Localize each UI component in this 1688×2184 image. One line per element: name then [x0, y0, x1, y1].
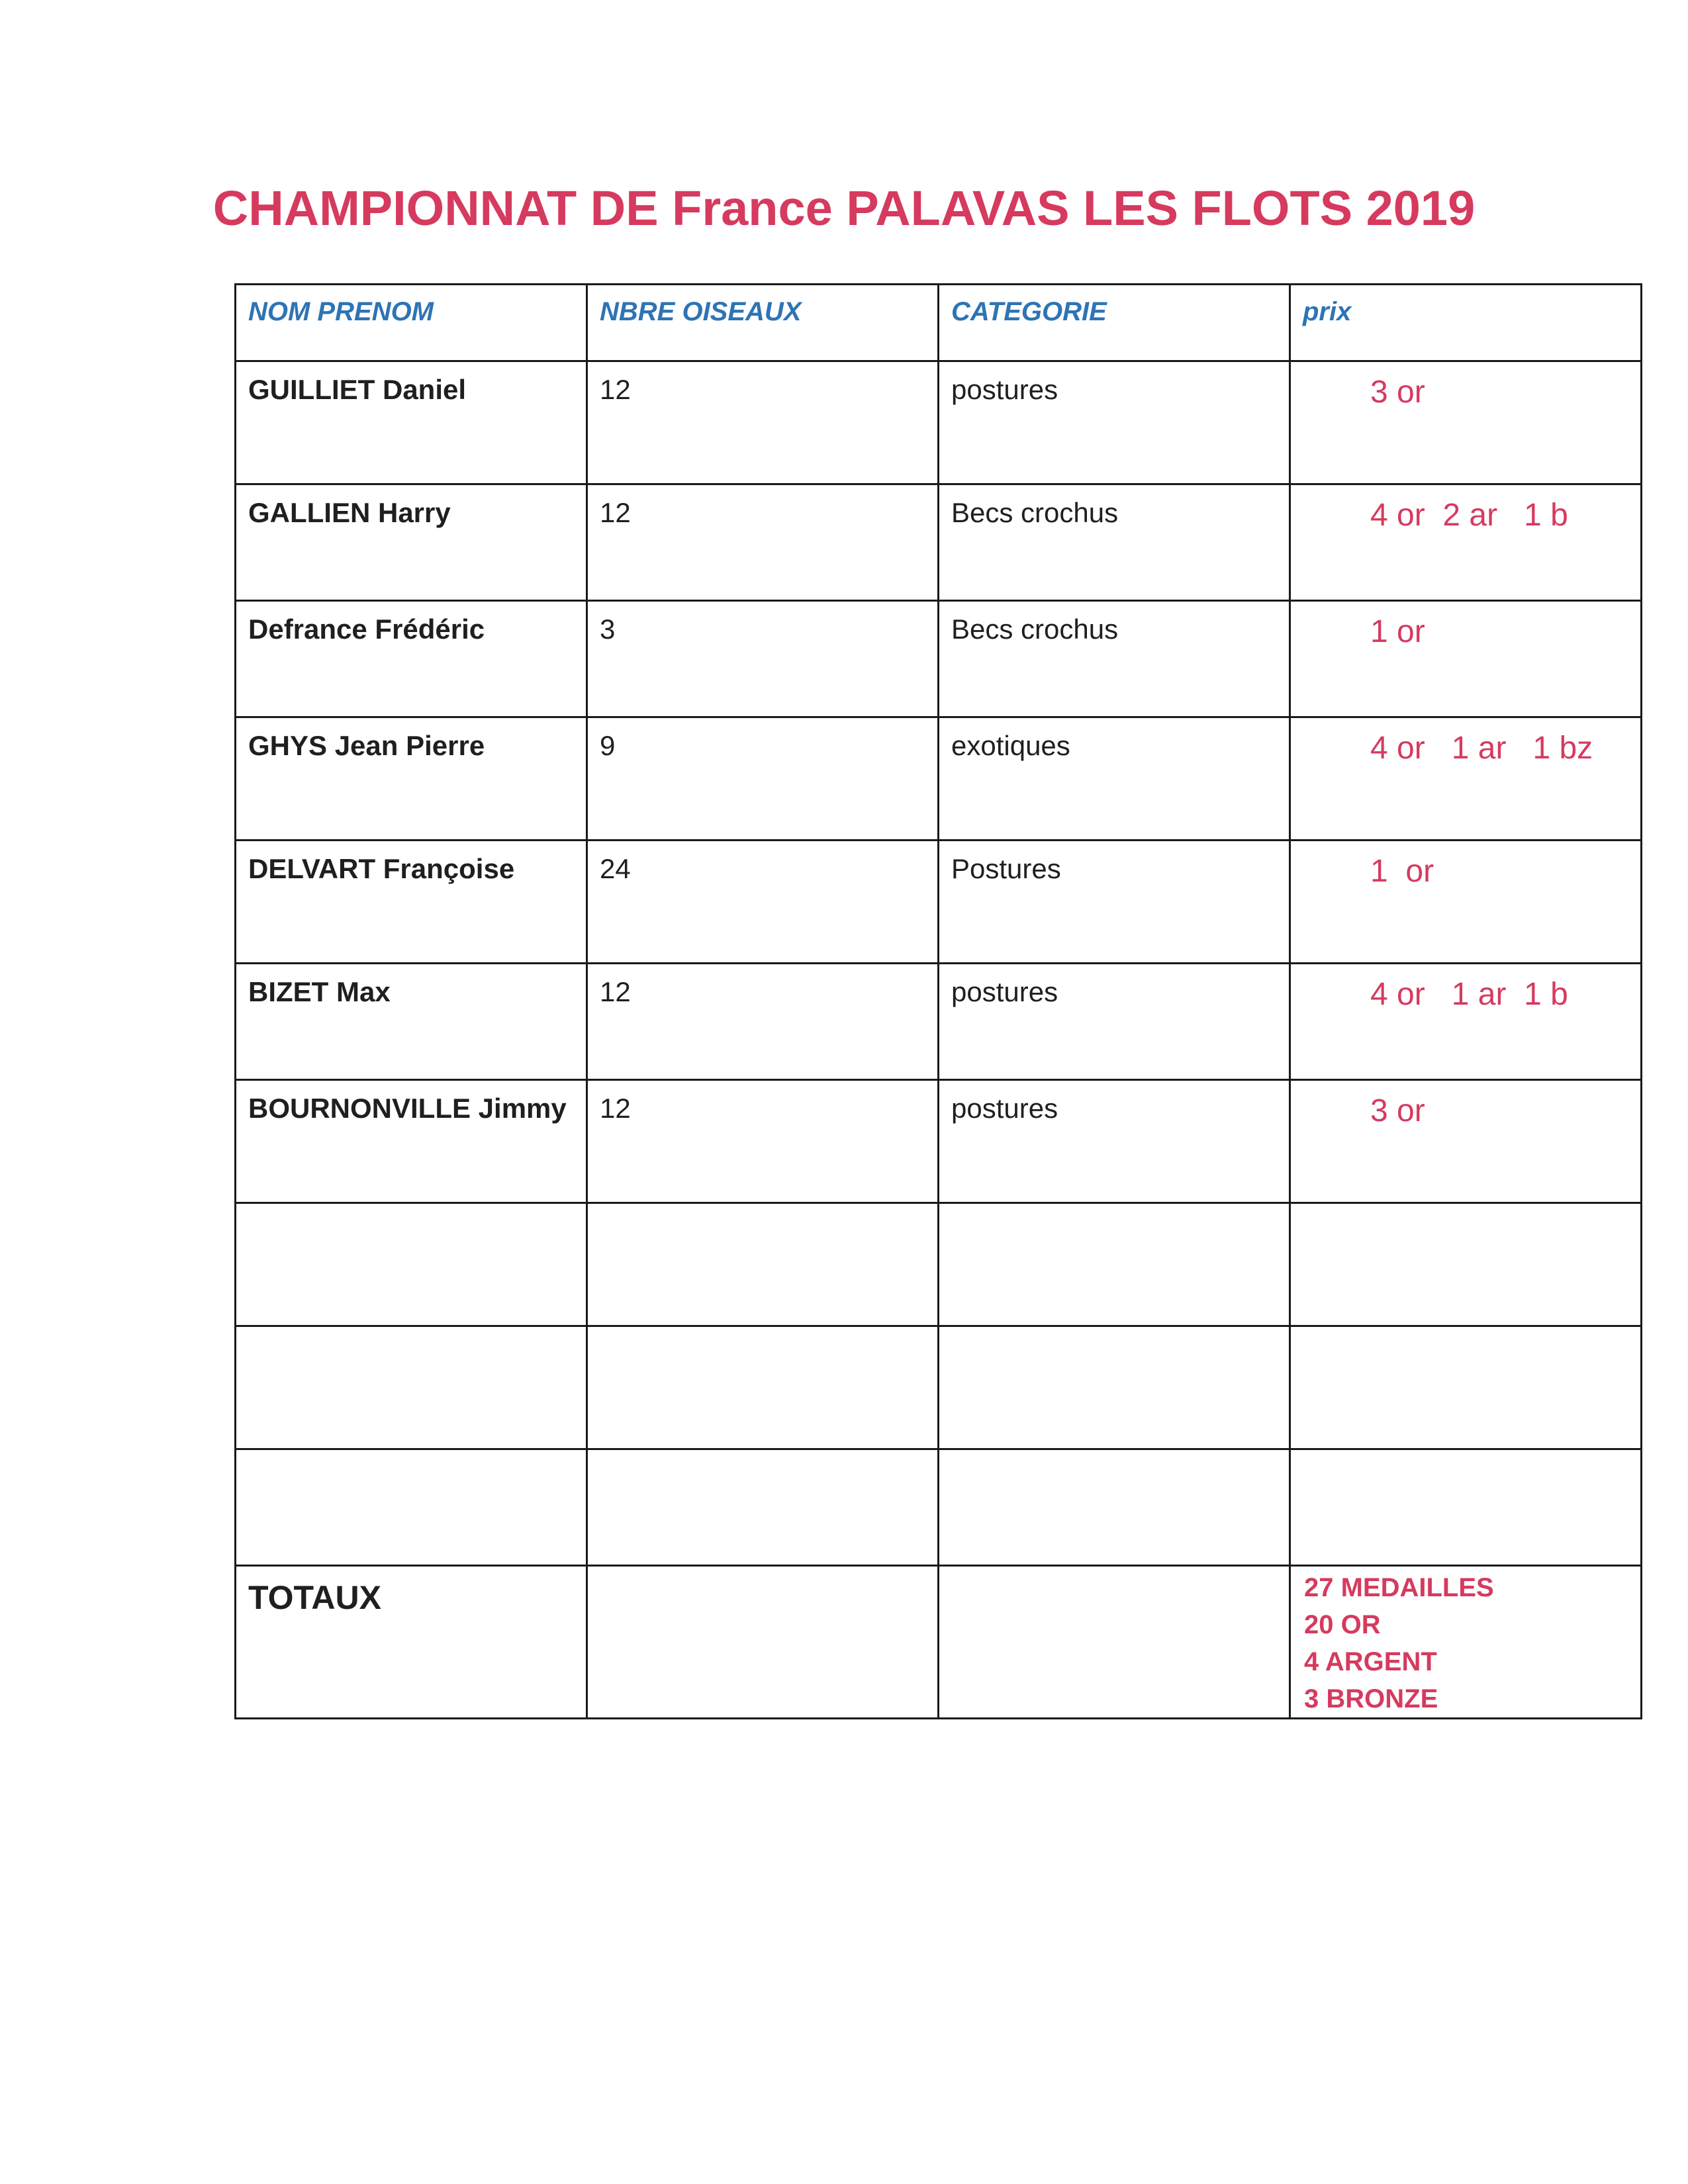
empty-cell: [587, 1203, 939, 1326]
totals-prize: [1290, 1566, 1642, 1719]
category: exotiques: [939, 717, 1290, 841]
empty-cell: [939, 1326, 1290, 1449]
total-gold: 20 OR: [1304, 1610, 1381, 1639]
empty-cell: [587, 1326, 939, 1449]
results-table: [234, 283, 1642, 1719]
table-row: [236, 484, 1642, 601]
empty-cell: [1290, 1326, 1642, 1449]
prize: 4 or 1 ar 1 b: [1290, 964, 1642, 1080]
prize: 3 or: [1290, 361, 1642, 484]
empty-cell: [1290, 1449, 1642, 1566]
category: Becs crochus: [939, 601, 1290, 717]
bird-count: 3: [587, 601, 939, 717]
total-silver: 4 ARGENT: [1304, 1647, 1437, 1676]
category: postures: [939, 964, 1290, 1080]
header-row: [236, 285, 1642, 361]
empty-cell: [236, 1449, 587, 1566]
competitor-name: BOURNONVILLE Jimmy: [236, 1080, 587, 1203]
empty-cell: [939, 1449, 1290, 1566]
table-row: [236, 964, 1642, 1080]
category: Becs crochus: [939, 484, 1290, 601]
header-count: NBRE OISEAUX: [587, 285, 939, 361]
empty-row: [236, 1326, 1642, 1449]
total-bronze: 3 BRONZE: [1304, 1684, 1438, 1713]
category: postures: [939, 361, 1290, 484]
prize: 1 or: [1290, 841, 1642, 964]
empty-cell: [587, 1566, 939, 1719]
bird-count: 12: [587, 1080, 939, 1203]
competitor-name: GUILLIET Daniel: [236, 361, 587, 484]
competitor-name: BIZET Max: [236, 964, 587, 1080]
header-category: CATEGORIE: [939, 285, 1290, 361]
prize: 4 or 1 ar 1 bz: [1290, 717, 1642, 841]
table-row: [236, 1080, 1642, 1203]
page-title: CHAMPIONNAT DE France PALAVAS LES FLOTS 2019: [212, 181, 1476, 236]
totals-label: TOTAUX: [236, 1566, 587, 1719]
table-row: [236, 717, 1642, 841]
empty-row: [236, 1203, 1642, 1326]
bird-count: 9: [587, 717, 939, 841]
competitor-name: GHYS Jean Pierre: [236, 717, 587, 841]
header-prize: prix: [1290, 285, 1642, 361]
empty-cell: [939, 1566, 1290, 1719]
category: Postures: [939, 841, 1290, 964]
table-row: [236, 361, 1642, 484]
competitor-name: Defrance Frédéric: [236, 601, 587, 717]
table-row: [236, 601, 1642, 717]
competitor-name: GALLIEN Harry: [236, 484, 587, 601]
competitor-name: DELVART Françoise: [236, 841, 587, 964]
empty-cell: [1290, 1203, 1642, 1326]
prize: 3 or: [1290, 1080, 1642, 1203]
total-medals: 27 MEDAILLES: [1304, 1573, 1494, 1602]
header-name: NOM PRENOM: [236, 285, 587, 361]
empty-cell: [587, 1449, 939, 1566]
table-row: [236, 841, 1642, 964]
prize: 4 or 2 ar 1 b: [1290, 484, 1642, 601]
empty-cell: [236, 1203, 587, 1326]
bird-count: 24: [587, 841, 939, 964]
bird-count: 12: [587, 484, 939, 601]
bird-count: 12: [587, 964, 939, 1080]
bird-count: 12: [587, 361, 939, 484]
empty-cell: [236, 1326, 587, 1449]
prize: 1 or: [1290, 601, 1642, 717]
empty-cell: [939, 1203, 1290, 1326]
totals-row: [236, 1566, 1642, 1719]
empty-row: [236, 1449, 1642, 1566]
category: postures: [939, 1080, 1290, 1203]
